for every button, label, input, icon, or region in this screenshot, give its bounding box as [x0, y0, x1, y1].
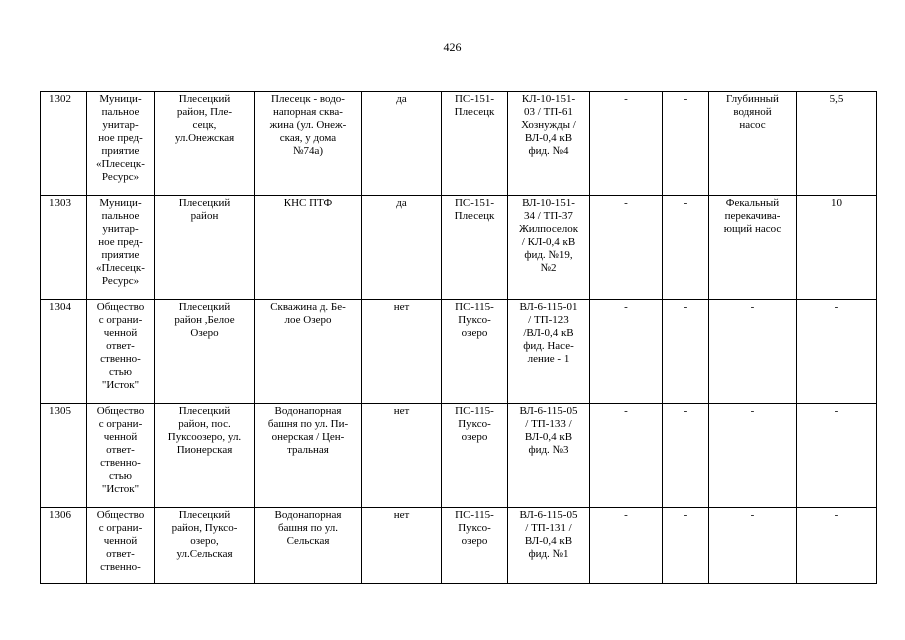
district-cell — [155, 404, 255, 508]
column-8-cell — [590, 508, 663, 584]
flag-cell — [362, 92, 442, 196]
cell-line: Плесецкий — [178, 301, 231, 313]
cell-line: Озеро — [190, 327, 219, 339]
cell-line: пальное — [101, 106, 140, 118]
cell-line: Пионерская — [176, 444, 233, 456]
cell-line: ская, у дома — [279, 132, 337, 144]
cell-line: Муници- — [99, 93, 142, 105]
cell-line: жина (ул. Онеж- — [269, 119, 347, 131]
cell-line: ул.Онежская — [174, 132, 235, 144]
table-row — [41, 196, 877, 300]
column-9-cell — [663, 92, 709, 196]
table-row — [41, 508, 877, 584]
cell-text: - — [624, 197, 628, 209]
substation-cell — [442, 508, 508, 584]
district-cell — [155, 300, 255, 404]
cell-line: Пуксо- — [458, 418, 491, 430]
cell-line: 03 / ТП-61 — [524, 106, 573, 118]
cell-text: да — [396, 93, 407, 105]
power-line-cell — [508, 404, 590, 508]
cell-line: Плесецк — [454, 106, 495, 118]
cell-text: - — [683, 405, 688, 417]
cell-line: - — [750, 405, 755, 417]
cell-line: Жилпоселок — [518, 223, 579, 235]
cell-line: ное пред- — [98, 236, 143, 248]
cell-line: с ограни- — [98, 522, 143, 534]
cell-text: - — [683, 301, 688, 313]
cell-line: ющий насос — [723, 223, 782, 235]
record-number-cell — [41, 92, 87, 196]
cell-line: ул.Сельская — [176, 548, 233, 560]
power-value-cell — [797, 508, 877, 584]
flag-cell — [362, 196, 442, 300]
cell-line: Пуксоозеро, ул. — [167, 431, 242, 443]
cell-line: / ТП-131 / — [525, 522, 572, 534]
column-8-cell — [590, 92, 663, 196]
cell-line: ственно- — [100, 561, 141, 573]
cell-line: Пуксо- — [458, 522, 491, 534]
cell-line: унитар- — [102, 119, 139, 131]
record-number-cell — [41, 196, 87, 300]
cell-line: Скважина д. Бе- — [270, 301, 346, 313]
cell-line: тральная — [287, 444, 329, 456]
cell-text: - — [624, 509, 628, 521]
column-9-cell — [663, 196, 709, 300]
object-cell — [255, 508, 362, 584]
cell-line: стью — [109, 470, 132, 482]
substation-cell — [442, 196, 508, 300]
object-cell — [255, 404, 362, 508]
cell-line: ное пред- — [98, 132, 143, 144]
power-value-cell — [797, 92, 877, 196]
cell-line: фид. №3 — [528, 444, 569, 456]
cell-line: ПС-115- — [455, 509, 494, 521]
column-9-cell — [663, 300, 709, 404]
equipment-cell — [709, 508, 797, 584]
cell-line: - — [750, 301, 755, 313]
cell-line: /ВЛ-0,4 кВ — [523, 327, 574, 339]
cell-line: ВЛ-6-115-01 — [519, 301, 578, 313]
cell-line: озеро — [461, 327, 488, 339]
organization-cell — [87, 196, 155, 300]
district-cell — [155, 508, 255, 584]
equipment-cell — [709, 300, 797, 404]
cell-line: ВЛ-0,4 кВ — [524, 132, 573, 144]
cell-text: - — [834, 405, 839, 417]
cell-text: 1303 — [49, 197, 71, 209]
cell-line: Плесецкий — [178, 197, 231, 209]
column-8-cell — [590, 404, 663, 508]
cell-line: сецк, — [192, 119, 217, 131]
cell-line: ПС-115- — [455, 301, 494, 313]
power-value-cell — [797, 404, 877, 508]
cell-line: 34 / ТП-37 — [524, 210, 573, 222]
cell-text: 1302 — [49, 93, 71, 105]
power-line-cell — [508, 508, 590, 584]
cell-line: Ресурс» — [101, 275, 140, 287]
table-row — [41, 404, 877, 508]
object-cell — [255, 300, 362, 404]
object-cell — [255, 92, 362, 196]
power-line-cell — [508, 92, 590, 196]
flag-cell — [362, 300, 442, 404]
cell-line: "Исток" — [101, 379, 140, 391]
cell-text: - — [624, 301, 628, 313]
power-value-cell — [797, 196, 877, 300]
cell-line: ВЛ-10-151- — [522, 197, 575, 209]
cell-line: онерская / Цен- — [271, 431, 345, 443]
cell-line: ченной — [103, 535, 138, 547]
cell-line: Общество — [96, 405, 145, 417]
cell-line: с ограни- — [98, 314, 143, 326]
cell-line: "Исток" — [101, 483, 140, 495]
equipment-cell — [709, 196, 797, 300]
cell-text: нет — [393, 405, 410, 417]
cell-line: Глубинный — [726, 93, 779, 105]
cell-line: КНС ПТФ — [283, 197, 333, 209]
cell-line: башня по ул. Пи- — [267, 418, 349, 430]
cell-line: ответ- — [106, 444, 135, 456]
table-row — [41, 92, 877, 196]
cell-line: стью — [109, 366, 132, 378]
cell-text: нет — [393, 509, 410, 521]
cell-line: приятие — [101, 249, 140, 261]
cell-line: Плесецкий — [178, 93, 231, 105]
cell-line: Плесецк — [454, 210, 495, 222]
power-line-cell — [508, 300, 590, 404]
power-value-cell — [797, 300, 877, 404]
cell-line: ВЛ-6-115-05 — [519, 509, 578, 521]
organization-cell — [87, 404, 155, 508]
district-cell — [155, 196, 255, 300]
cell-line: Водонапорная — [274, 509, 342, 521]
cell-line: лое Озеро — [284, 314, 332, 326]
cell-line: водяной — [733, 106, 772, 118]
cell-line: Плесецк - водо- — [271, 93, 345, 105]
cell-text: 1305 — [49, 405, 71, 417]
cell-line: озеро, — [190, 535, 219, 547]
cell-line: ченной — [103, 327, 138, 339]
cell-line: перекачива- — [724, 210, 781, 222]
cell-line: Плесецкий — [178, 509, 231, 521]
table-row — [41, 300, 877, 404]
cell-text: - — [834, 509, 839, 521]
cell-text: - — [834, 301, 839, 313]
cell-line: башня по ул. — [277, 522, 339, 534]
cell-line: приятие — [101, 145, 140, 157]
cell-line: Сельская — [286, 535, 330, 547]
record-number-cell — [41, 508, 87, 584]
cell-line: / КЛ-0,4 кВ — [521, 236, 576, 248]
cell-text: 10 — [831, 197, 842, 209]
flag-cell — [362, 508, 442, 584]
cell-line: «Плесецк- — [96, 158, 145, 170]
cell-text: - — [683, 197, 688, 209]
cell-line: «Плесецк- — [96, 262, 145, 274]
cell-line: с ограни- — [98, 418, 143, 430]
cell-text: - — [683, 509, 688, 521]
substation-cell — [442, 92, 508, 196]
cell-line: напорная сква- — [273, 106, 343, 118]
cell-line: район, Пуксо- — [171, 522, 238, 534]
column-9-cell — [663, 508, 709, 584]
organization-cell — [87, 300, 155, 404]
column-8-cell — [590, 196, 663, 300]
substation-cell — [442, 404, 508, 508]
cell-text: - — [683, 93, 688, 105]
power-line-cell — [508, 196, 590, 300]
equipment-cell — [709, 404, 797, 508]
cell-line: Общество — [96, 509, 145, 521]
object-cell — [255, 196, 362, 300]
cell-line: Общество — [96, 301, 145, 313]
cell-text: 1306 — [49, 509, 71, 521]
cell-line: №2 — [540, 262, 557, 274]
flag-cell — [362, 404, 442, 508]
cell-line: озеро — [461, 535, 488, 547]
organization-cell — [87, 92, 155, 196]
page-number: 426 — [443, 40, 462, 54]
cell-text: 1304 — [49, 301, 71, 313]
substation-cell — [442, 300, 508, 404]
cell-line: / ТП-123 — [528, 314, 569, 326]
cell-text: 5,5 — [829, 93, 844, 105]
cell-line: Хознужды / — [521, 119, 576, 131]
cell-line: ПС-151- — [454, 93, 495, 105]
cell-line: Ресурс» — [101, 171, 140, 183]
cell-line: район — [190, 210, 219, 222]
cell-line: Фекальный — [725, 197, 780, 209]
cell-text: - — [624, 93, 628, 105]
cell-line: район ,Белое — [174, 314, 235, 326]
cell-line: унитар- — [102, 223, 139, 235]
cell-line: №74а) — [292, 145, 324, 157]
cell-line: КЛ-10-151- — [521, 93, 576, 105]
cell-line: озеро — [461, 431, 488, 443]
cell-line: пальное — [101, 210, 140, 222]
cell-line: - — [750, 509, 755, 521]
cell-line: фид. №19, — [524, 249, 573, 261]
cell-line: ПС-115- — [455, 405, 494, 417]
cell-line: ВЛ-6-115-05 — [519, 405, 578, 417]
cell-line: ченной — [103, 431, 138, 443]
column-9-cell — [663, 404, 709, 508]
cell-text: нет — [393, 301, 410, 313]
cell-line: Пуксо- — [458, 314, 491, 326]
cell-line: Водонапорная — [274, 405, 342, 417]
equipment-cell — [709, 92, 797, 196]
cell-line: Муници- — [99, 197, 142, 209]
cell-line: ление - 1 — [527, 353, 570, 365]
cell-line: насос — [739, 119, 766, 131]
cell-line: / ТП-133 / — [525, 418, 572, 430]
registry-table — [40, 91, 877, 584]
cell-line: ответ- — [106, 548, 135, 560]
cell-line: ственно- — [100, 353, 141, 365]
cell-line: фид. Насе- — [523, 340, 574, 352]
cell-line: ПС-151- — [454, 197, 495, 209]
cell-line: Плесецкий — [178, 405, 231, 417]
record-number-cell — [41, 300, 87, 404]
record-number-cell — [41, 404, 87, 508]
cell-line: фид. №4 — [528, 145, 569, 157]
organization-cell — [87, 508, 155, 584]
cell-line: ВЛ-0,4 кВ — [524, 535, 573, 547]
cell-line: ВЛ-0,4 кВ — [524, 431, 573, 443]
cell-text: да — [396, 197, 407, 209]
cell-line: фид. №1 — [528, 548, 569, 560]
cell-line: ответ- — [106, 340, 135, 352]
cell-line: район, пос. — [178, 418, 231, 430]
district-cell — [155, 92, 255, 196]
cell-line: район, Пле- — [176, 106, 233, 118]
cell-line: ственно- — [100, 457, 141, 469]
column-8-cell — [590, 300, 663, 404]
cell-text: - — [624, 405, 628, 417]
